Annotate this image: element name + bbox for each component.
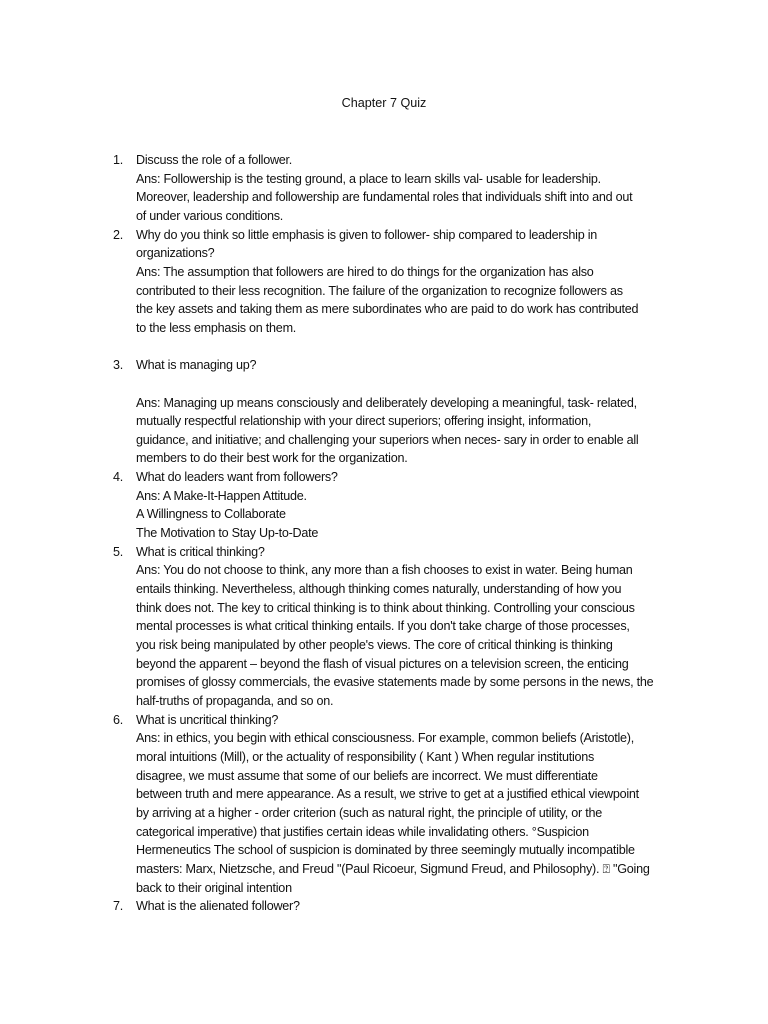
answer-line: by arriving at a higher - order criterion (such as natural right, the principle of utility, or the: [136, 805, 602, 820]
answer-line: A Willingness to Collaborate: [136, 507, 286, 522]
answer-line: Ans: The assumption that followers are hired to do things for the organization has also: [136, 264, 594, 279]
quiz-list: [113, 151, 683, 916]
answer-line: half-truths of propaganda, and so on.: [136, 694, 334, 708]
answer-line: categorical imperative) that justifies certain ideas while invalidating others. °Suspicion: [136, 824, 589, 839]
quiz-item: [113, 543, 683, 711]
item-number: 7.: [113, 899, 124, 914]
quiz-item: [113, 897, 683, 916]
question-text: What is uncritical thinking?: [136, 712, 279, 727]
quiz-item: [113, 356, 683, 468]
question-text: What is managing up?: [136, 358, 257, 373]
question-text: What do leaders want from followers?: [136, 470, 338, 485]
question-text: Discuss the role of a follower.: [136, 153, 293, 167]
answer-line: between truth and mere appearance. As a result, we strive to get at a justified ethical viewpoint: [136, 787, 639, 802]
answer-line: Ans: Managing up means consciously and deliberately developing a meaningful, task- related,: [136, 395, 637, 410]
answer-line: Ans: A Make-It-Happen Attitude.: [136, 488, 307, 503]
answer-line: moral intuitions (Mill), or the actuality of responsibility ( Kant ) When regular institutions: [136, 749, 595, 764]
answer-line: contributed to their less recognition. The failure of the organization to recognize followers as: [136, 283, 623, 298]
answer-line: guidance, and initiative; and challenging your superiors when neces- sary in order to enable all: [136, 432, 639, 447]
question-text: Why do you think so little emphasis is given to follower- ship compared to leadership in: [136, 227, 597, 242]
answer-line: disagree, we must assume that some of our beliefs are incorrect. We must differentiate: [136, 768, 598, 783]
answer-line: entails thinking. Nevertheless, although thinking comes naturally, understanding of how you: [136, 582, 622, 597]
answer-line: masters: Marx, Nietzsche, and Freud "(Paul Ricoeur, Sigmund Freud, and Philosophy). ⍰ "Going: [136, 861, 650, 876]
page-title: Chapter 7 Quiz: [341, 96, 427, 110]
answer-line: Ans: Followership is the testing ground, a place to learn skills val- usable for leadership.: [136, 171, 601, 186]
answer-line: Moreover, leadership and followership are fundamental roles that individuals shift into and out: [136, 190, 633, 205]
answer-line: Ans: in ethics, you begin with ethical consciousness. For example, common beliefs (Aristotle),: [136, 731, 634, 746]
quiz-item: [113, 468, 683, 543]
answer-line: the key assets and taking them as mere subordinates who are paid to do work has contributed: [136, 302, 639, 317]
answer-line: beyond the apparent – beyond the flash of visual pictures on a television screen, the enticing: [136, 656, 629, 671]
quiz-item: [113, 151, 683, 226]
quiz-item: [113, 226, 683, 338]
item-number: 5.: [113, 544, 124, 559]
answer-line: think does not. The key to critical thinking is to think about thinking. Controlling your conscious: [136, 600, 635, 615]
answer-line: Ans: You do not choose to think, any more than a fish chooses to exist in water. Being human: [136, 563, 633, 578]
quiz-item: [113, 711, 683, 898]
answer-line: of under various conditions.: [136, 208, 284, 223]
answer-line: members to do their best work for the organization.: [136, 451, 408, 466]
answer-line: Hermeneutics The school of suspicion is dominated by three seemingly mutually incompatible: [136, 843, 635, 858]
blank-line: [113, 338, 683, 357]
item-number: 3.: [113, 358, 124, 373]
item-number: 1.: [113, 153, 124, 167]
answer-line: mutually respectful relationship with your direct superiors; offering insight, information,: [136, 414, 592, 429]
answer-line: you risk being manipulated by other people's views. The core of critical thinking is thinking: [136, 638, 613, 653]
answer-line: to the less emphasis on them.: [136, 320, 297, 335]
item-number: 6.: [113, 712, 124, 727]
item-number: 4.: [113, 470, 124, 485]
answer-line: promises of glossy commercials, the evasive statements made by some persons in the news, the: [136, 675, 654, 690]
answer-line: organizations?: [136, 246, 215, 261]
answer-line: mental processes is what critical thinking entails. If you don't take charge of those processes,: [136, 619, 630, 634]
answer-line: The Motivation to Stay Up-to-Date: [136, 526, 319, 541]
answer-line: back to their original intention: [136, 880, 292, 895]
item-number: 2.: [113, 227, 124, 242]
blank-line: [136, 375, 683, 394]
question-text: What is the alienated follower?: [136, 899, 300, 914]
question-text: What is critical thinking?: [136, 544, 265, 559]
